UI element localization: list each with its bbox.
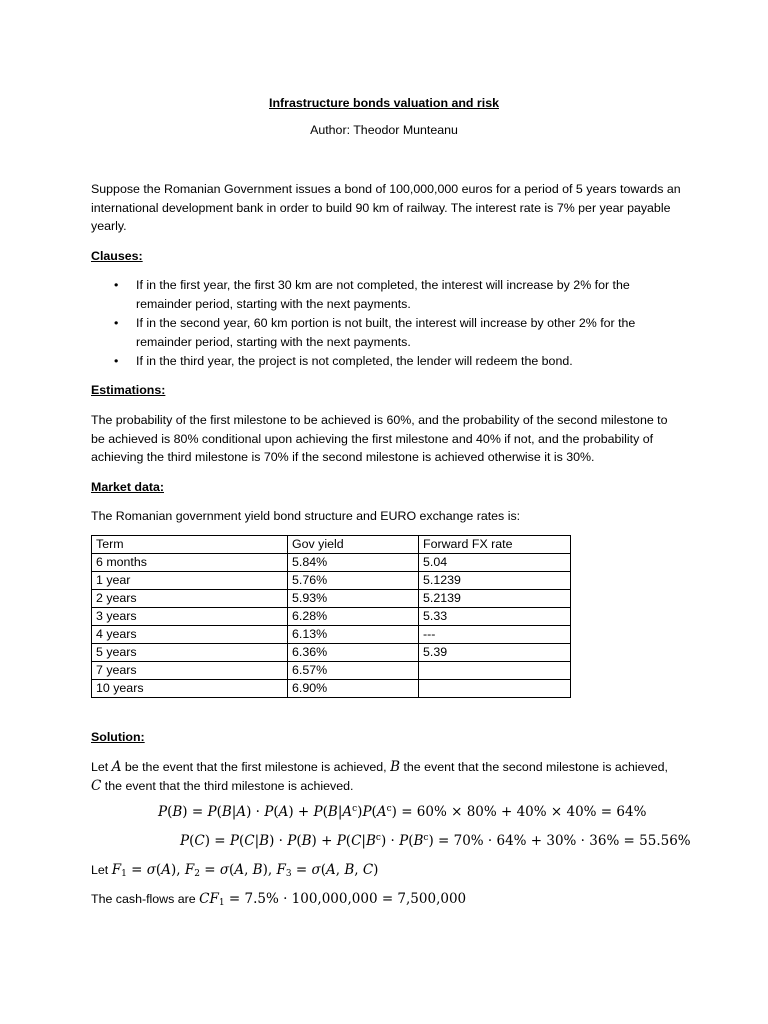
bullet-icon: • [114, 316, 119, 330]
list-item: • If in the second year, 60 km portion is not built, the interest will increase by other 2% for the remainder period, starting with the next payments. [114, 316, 636, 349]
table-header-row [92, 536, 571, 554]
table-cell: 6.13% [288, 626, 419, 644]
table-cell: 2 years [92, 590, 288, 608]
list-item: • If in the third year, the project is not completed, the lender will redeem the bond. [91, 352, 681, 371]
table-cell: 6.28% [288, 608, 419, 626]
table-cell [419, 662, 571, 680]
table-cell [419, 680, 571, 698]
table-header-cell: Term [92, 536, 288, 554]
equation-prob-b: $P(B) = P(B|A) \cdot P(A) + P(B|A^c)P(A^c) = 60\% \times 80\% + 40\% \times 40\% = 64\%$ [158, 804, 647, 820]
table-cell: 5 years [92, 644, 288, 662]
filtration-line: Let $F_1 = \sigma(A)$, $F_2 = \sigma(A$, B), $F_3 = \sigma(A$, B, C) [91, 862, 379, 879]
table-header-cell: Forward FX rate [419, 536, 571, 554]
table-cell: 5.33 [419, 608, 571, 626]
solution-events-paragraph: Let A be the event that the first milestone is achieved, B the event that the second milestone is achieved, C the event that the third milestone is achieved. [91, 759, 668, 794]
yield-fx-table [91, 535, 571, 698]
table-row [92, 590, 571, 608]
table-cell: 1 year [92, 572, 288, 590]
list-item: • If in the first year, the first 30 km are not completed, the interest will increase by 2% for the remainder period, starting with the next payments. [114, 278, 630, 311]
table-row [92, 680, 571, 698]
event-c-symbol: C [91, 777, 102, 794]
table-cell: 5.93% [288, 590, 419, 608]
document-author: Author: Theodor Munteanu [310, 123, 458, 137]
estimations-paragraph: The probability of the first milestone to be achieved is 60%, and the probability of the second milestone to be achieved is 80% conditional upon achieving the first milestone and 40% if not, and the probability of achieving the third milestone is 70% if the second milestone is achieved otherwise it is 30%. [91, 413, 668, 464]
table-cell: --- [419, 626, 571, 644]
table-row [92, 572, 571, 590]
intro-paragraph: Suppose the Romanian Government issues a bond of 100,000,000 euros for a period of 5 years towards an international development bank in order to build 90 km of railway. The interest rate is 7% per year payable yearly. [91, 182, 681, 233]
table-cell: 6.57% [288, 662, 419, 680]
table-cell: 5.1239 [419, 572, 571, 590]
table-cell: 6.90% [288, 680, 419, 698]
cashflow-line: The cash-flows are $CF_1 = 7.5\% \cdot 100,000,000 = 7,500,000$ [91, 891, 467, 908]
table-row [92, 608, 571, 626]
equation-prob-c: $P(C) = P(C|B) \cdot P(B) + P(C|B^c) \cdot P(B^c) = 70\% \cdot 64\% + 30\% \cdot 36\% = 55.56\%$ [180, 833, 691, 849]
table-cell: 5.39 [419, 644, 571, 662]
event-a-symbol: A [111, 759, 122, 775]
document-title: Infrastructure bonds valuation and risk [269, 96, 499, 110]
table-cell: 4 years [92, 626, 288, 644]
table-cell: 5.84% [288, 554, 419, 572]
bullet-icon: • [114, 278, 119, 292]
clauses-heading: Clauses: [91, 249, 143, 263]
solution-heading: Solution: [91, 730, 145, 744]
table-row [92, 554, 571, 572]
table-row [92, 644, 571, 662]
table-cell: 5.04 [419, 554, 571, 572]
table-cell: 6 months [92, 554, 288, 572]
table-cell: 7 years [92, 662, 288, 680]
market-data-intro: The Romanian government yield bond structure and EURO exchange rates is: [91, 509, 521, 523]
estimations-heading: Estimations: [91, 383, 166, 397]
bullet-icon: • [114, 354, 119, 368]
table-cell: 3 years [92, 608, 288, 626]
table-header-cell: Gov yield [288, 536, 419, 554]
event-b-symbol: B [390, 759, 400, 775]
table-row [92, 626, 571, 644]
table-cell: 5.76% [288, 572, 419, 590]
market-data-heading: Market data: [91, 480, 164, 494]
clauses-list [91, 276, 681, 372]
table-row [92, 662, 571, 680]
table-cell: 6.36% [288, 644, 419, 662]
table-cell: 10 years [92, 680, 288, 698]
table-cell: 5.2139 [419, 590, 571, 608]
